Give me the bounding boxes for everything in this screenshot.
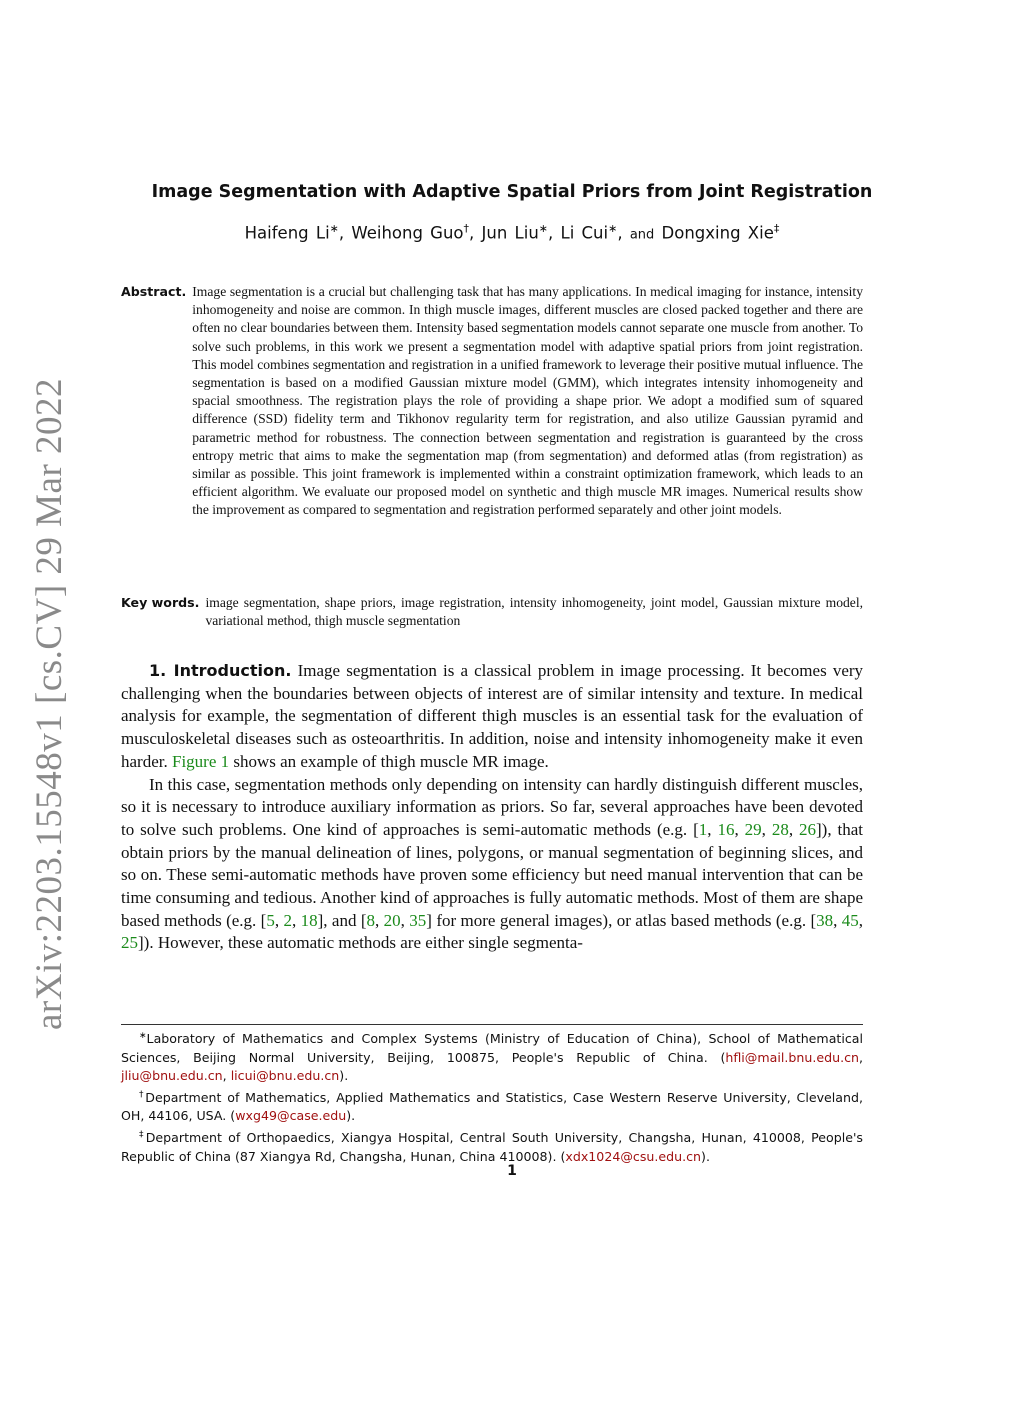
author-name: Haifeng Li — [244, 223, 330, 243]
page-number: 1 — [507, 1163, 517, 1179]
footnote-text: Department of Mathematics, Applied Mathematics and Statistics, Case Western Reserve University, Cleveland, OH, 44106, USA. ( — [121, 1089, 863, 1124]
author-mark: ∗ — [329, 222, 339, 235]
intro-paragraph: In this case, segmentation methods only depending on intensity can hardly distinguish different muscles, so it is necessary to introduce auxiliary information as priors. So far, several approaches have been devoted to solve such problems. One kind of approaches is semi-automatic methods (e.g. [1, 16, 29, 28, 26]), that obtain priors by the manual delineation of lines, polygons, or manual segmentation of beginning slices, and so on. These semi-automatic methods have proven some efficiency but need manual intervention that can be time consuming and tedious. Another kind of approaches is fully automatic methods. Most of them are shape based methods (e.g. [5, 2, 18], and [8, 20, 35] for more general images), or atlas based methods (e.g. [38, 45, 25]). However, these automatic methods are either single segmenta- — [121, 774, 864, 953]
intro-paragraph — [121, 660, 863, 774]
author-mark: ∗ — [538, 222, 549, 235]
footnote-mark: ∗ — [139, 1031, 147, 1041]
footnote-mark: ‡ — [139, 1129, 146, 1140]
author-name: Jun Liu — [481, 223, 539, 243]
email-link[interactable]: jliu@bnu.edu.cn — [121, 1068, 223, 1084]
author-mark: ∗ — [608, 222, 618, 235]
citation-link[interactable]: 38 — [816, 910, 834, 930]
paper-title: Image Segmentation with Adaptive Spatial Priors from Joint Registration — [151, 182, 873, 202]
citation-link[interactable]: 20 — [383, 910, 401, 930]
citation-link[interactable]: 1 — [698, 819, 708, 839]
citation-link[interactable]: 45 — [841, 910, 859, 930]
author-mark: † — [463, 222, 470, 235]
footnotes — [121, 1027, 863, 1166]
introduction-section — [121, 660, 863, 955]
email-link[interactable]: licui@bnu.edu.cn — [230, 1068, 340, 1084]
citation-link[interactable]: 8 — [366, 910, 376, 930]
email-link[interactable]: wxg49@case.edu — [235, 1108, 347, 1124]
footnote-text: Department of Orthopaedics, Xiangya Hospital, Central South University, Changsha, Hunan, 410008, People's Republic of China (87 Xiangya Rd, Changsha, Hunan, China 410008). ( — [121, 1130, 863, 1164]
citation-link[interactable]: 29 — [744, 819, 762, 839]
citation-link[interactable]: 35 — [409, 910, 427, 930]
citation-link[interactable]: 16 — [717, 819, 735, 839]
footnote: ‡Department of Orthopaedics, Xiangya Hospital, Central South University, Changsha, Hunan, 410008, People's Republic of China (87 Xiangya Rd, Changsha, Hunan, China 410008). (xdx1024@csu.edu.cn). — [121, 1129, 863, 1164]
paragraph-text: ]), that obtain priors by the manual delineation of lines, polygons, or manual segmentation of beginning slices, and so on. These semi-automatic methods have proven some efficiency but need manual intervention that can be time consuming and tedious. Another kind of approaches is fully automatic methods. Most of them are shape based methods (e.g. [ — [121, 819, 863, 930]
paragraph-text: In this case, segmentation methods only depending on intensity can hardly distinguish different muscles, so it is necessary to introduce auxiliary information as priors. So far, several approaches have been devoted to solve such problems. One kind of approaches is semi-automatic methods (e.g. [ — [121, 774, 863, 839]
citation-link[interactable]: 18 — [300, 910, 318, 930]
citation-link[interactable]: 5 — [266, 910, 275, 930]
author-list: Haifeng Li∗, Weihong Guo†, Jun Liu∗, Li Cui∗, and Dongxing Xie‡ — [244, 222, 780, 243]
keywords — [121, 594, 863, 630]
email-link[interactable]: hfli@mail.bnu.edu.cn — [725, 1049, 859, 1065]
footnote-mark: † — [139, 1089, 146, 1100]
arxiv-identifier: arXiv:2203.15548v1 [cs.CV] 29 Mar 2022 — [29, 377, 70, 1030]
paragraph-text: ], and [ — [317, 910, 367, 930]
citation-link[interactable]: 26 — [799, 819, 816, 839]
figure-link[interactable]: Figure 1 — [171, 751, 230, 771]
keywords-label: Key words. — [121, 595, 200, 610]
author-name: Dongxing Xie — [661, 223, 774, 243]
section-heading: 1. Introduction. — [149, 661, 292, 680]
paragraph-text: shows an example of thigh muscle MR image. — [233, 751, 549, 771]
abstract — [121, 283, 863, 520]
paragraph-text: Image segmentation is a classical problem in image processing. It becomes very challenging when the boundaries between objects of interest are of similar intensity and texture. In medical analysis for example, the segmentation of different thigh muscles is an essential task for the evaluation of musculoskeletal diseases such as osteoarthritis. In addition, noise and intensity inhomogeneity make it even harder. — [121, 661, 864, 771]
paragraph-text: ] for more general images), or atlas based methods (e.g. [ — [426, 910, 817, 930]
abstract-label: Abstract. — [121, 284, 187, 299]
author-conjunction: and — [629, 227, 655, 243]
footnote: ∗Laboratory of Mathematics and Complex Systems (Ministry of Education of China), School of Mathematical Sciences, Beijing Normal University, Beijing, 100875, People's Republic of China. (hfli@mail.bnu.edu.cn, jliu@bnu.edu.cn, licui@bnu.edu.cn). — [121, 1031, 863, 1084]
author-mark: ‡ — [773, 222, 780, 235]
citation-link[interactable]: 25 — [121, 933, 138, 953]
abstract-text: Image segmentation is a crucial but challenging task that has many applications. In medical imaging for instance, intensity inhomogeneity and noise are common. In thigh muscle images, different muscles are closed packed together and there are often no clear boundaries between them. Intensity based segmentation models cannot separate one muscle from another. To solve such problems, in this work we present a segmentation model with adaptive spatial priors from joint registration. This model combines segmentation and registration in a unified framework to leverage their positive mutual influence. The segmentation is based on a modified Gaussian mixture model (GMM), which integrates intensity inhomogeneity and spacial smoothness. The registration plays the role of providing a shape prior. We adopt a modified sum of squared difference (SSD) fidelity term and Tikhonov regularity term for registration, and also utilize Gaussian pyramid and parametric method for robustness. The connection between segmentation and registration is guaranteed by the cross entropy metric that aims to make the segmentation map (from segmentation) and deformed atlas (from registration) as similar as possible. This joint framework is implemented within a constraint optimization framework, which leads to an efficient algorithm. We evaluate our proposed model on synthetic and thigh muscle MR images. Numerical results show the improvement as compared to segmentation and registration performed separately and other joint models. — [192, 284, 863, 518]
footnote-text: Laboratory of Mathematics and Complex Systems (Ministry of Education of China), School of Mathematical Sciences, Beijing Normal University, Beijing, 100875, People's Republic of China. ( — [121, 1031, 863, 1065]
email-link[interactable]: xdx1024@csu.edu.cn — [565, 1148, 702, 1164]
citation-link[interactable]: 28 — [771, 819, 789, 839]
keywords-text: image segmentation, shape priors, image registration, intensity inhomogeneity, joint model, Gaussian mixture model, variational method, thigh muscle segmentation — [205, 595, 863, 629]
paragraph-text: ]). However, these automatic methods are either single segmenta- — [138, 933, 583, 953]
citation-link[interactable]: 2 — [283, 910, 292, 930]
author-name: Weihong Guo — [351, 223, 464, 243]
author-name: Li Cui — [560, 223, 609, 243]
footnote: †Department of Mathematics, Applied Mathematics and Statistics, Case Western Reserve University, Cleveland, OH, 44106, USA. (wxg49@case.edu). — [121, 1089, 863, 1124]
footnote-divider — [121, 1024, 863, 1025]
